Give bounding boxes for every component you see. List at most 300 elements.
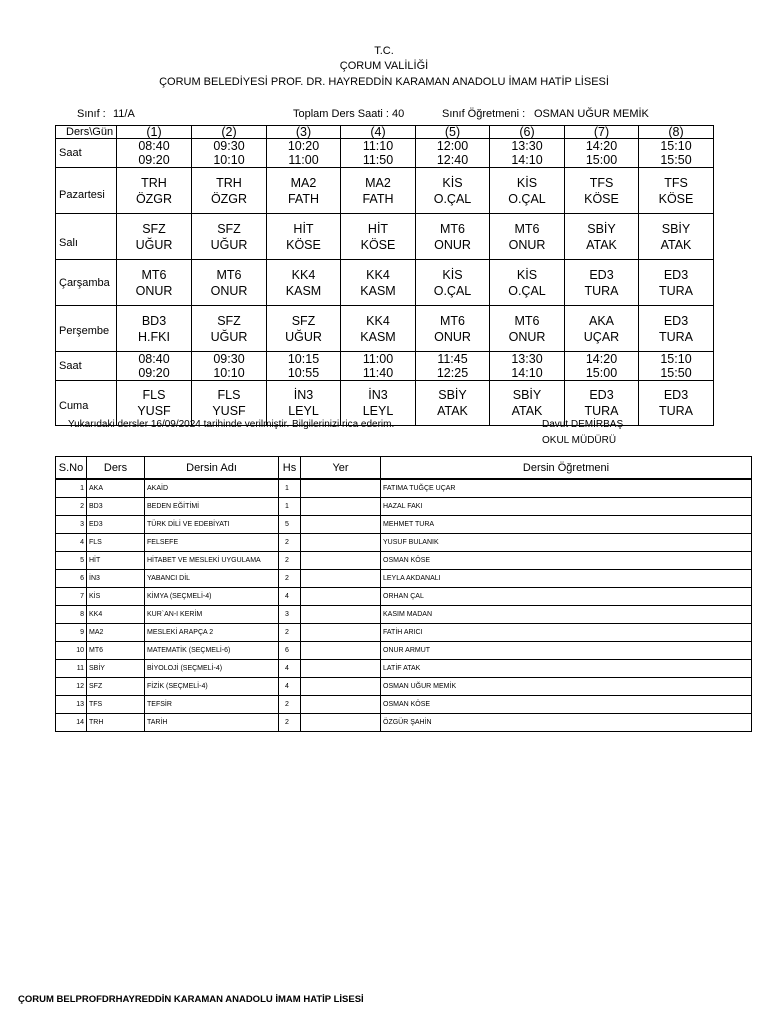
lesson-code: FLS (217, 388, 241, 402)
row-sno: 14 (56, 714, 87, 732)
lesson-code: MT6 (514, 221, 540, 236)
row-yer (301, 570, 381, 588)
row-yer (301, 678, 381, 696)
lesson-cell (490, 306, 565, 352)
time-end: 10:10 (213, 366, 245, 380)
row-dersin-adi: FİZİK (SEÇMELİ-4) (145, 678, 279, 696)
lesson-cell (490, 260, 565, 306)
row-hs: 4 (279, 588, 301, 606)
lesson-cell (267, 260, 341, 306)
lesson-teacher: ONUR (434, 237, 471, 252)
lesson-teacher: ONUR (508, 329, 546, 344)
row-sno: 2 (56, 498, 87, 516)
row-dersin-adi: AKAİD (145, 479, 279, 498)
lesson-code: KK4 (366, 313, 390, 328)
lesson-code: İN3 (293, 388, 314, 402)
row-yer (301, 534, 381, 552)
time-cell (192, 139, 267, 168)
lesson-code: SFZ (291, 313, 316, 328)
row-hs: 2 (279, 570, 301, 588)
lesson-code: ED3 (589, 388, 614, 402)
row-ogretmen: MEHMET TURA (381, 516, 752, 534)
row-dersin-adi: TÜRK DİLİ VE EDEBİYATI (145, 516, 279, 534)
lesson-cell (639, 214, 714, 260)
row-ders-code: İN3 (87, 570, 145, 588)
row-dersin-adi: MESLEKİ ARAPÇA 2 (145, 624, 279, 642)
row-yer (301, 606, 381, 624)
period-3: (3) (267, 126, 341, 139)
lesson-cell (341, 306, 416, 352)
time-cell (192, 352, 267, 381)
row-hs: 5 (279, 516, 301, 534)
row-ogretmen: OSMAN UĞUR MEMİK (381, 678, 752, 696)
row-hs: 3 (279, 606, 301, 624)
row-sno: 7 (56, 588, 87, 606)
table-row (56, 588, 752, 606)
row-dersin-adi: HİTABET VE MESLEKİ UYGULAMA (145, 552, 279, 570)
row-ogretmen: OSMAN KÖSE (381, 552, 752, 570)
header-valilik: ÇORUM VALİLİĞİ (339, 60, 429, 72)
lesson-teacher: O.ÇAL (433, 191, 472, 206)
lesson-code: HİT (367, 221, 389, 236)
lesson-cell (416, 306, 490, 352)
row-ders-code: KK4 (87, 606, 145, 624)
row-dersin-adi: BİYOLOJİ (SEÇMELİ-4) (145, 660, 279, 678)
lesson-code: MT6 (440, 221, 465, 236)
corner-ders-gun: Ders\Gün (56, 126, 117, 139)
lesson-teacher: TURA (658, 283, 694, 298)
row-ders-code: TRH (87, 714, 145, 732)
row-ogretmen: OSMAN KÖSE (381, 696, 752, 714)
lesson-teacher: TURA (658, 404, 694, 418)
lesson-code: SBİY (661, 221, 691, 236)
lesson-cell (565, 214, 639, 260)
time-end: 09:20 (138, 153, 170, 167)
lesson-cell (416, 381, 490, 426)
time-start: 08:40 (138, 352, 170, 366)
signer-title: OKUL MÜDÜRÜ (542, 435, 617, 446)
lesson-teacher: ATAK (660, 237, 692, 252)
time-cell (267, 352, 341, 381)
row-yer (301, 660, 381, 678)
lesson-teacher: LEYL (288, 404, 319, 418)
lesson-teacher: O.ÇAL (508, 283, 546, 298)
time-start: 14:20 (585, 352, 618, 366)
time-cell (490, 139, 565, 168)
period-2: (2) (192, 126, 267, 139)
row-ogretmen: FATIMA TUĞÇE UÇAR (381, 479, 752, 498)
lesson-teacher: KÖSE (658, 191, 694, 206)
lesson-cell (267, 168, 341, 214)
table-row (56, 479, 752, 498)
lesson-cell (341, 168, 416, 214)
time-start: 14:20 (585, 139, 618, 153)
row-yer (301, 552, 381, 570)
lesson-code: AKA (588, 313, 614, 328)
lesson-teacher: FATH (287, 191, 320, 206)
lesson-teacher: KASM (285, 283, 322, 298)
row-sno: 11 (56, 660, 87, 678)
time-start: 13:30 (511, 139, 543, 153)
col-header-dersin-adi: Dersin Adı (145, 457, 279, 480)
lesson-teacher: FATH (362, 191, 394, 206)
lesson-teacher: ÖZGR (210, 191, 248, 206)
time-end: 12:25 (436, 366, 469, 380)
col-header-ogretmen: Dersin Öğretmeni (381, 457, 752, 480)
lesson-teacher: UĞUR (285, 329, 322, 344)
time-start: 09:30 (213, 139, 245, 153)
row-dersin-adi: KİMYA (SEÇMELİ-4) (145, 588, 279, 606)
col-header-ders: Ders (87, 457, 145, 480)
period-5: (5) (416, 126, 490, 139)
lesson-code: MT6 (514, 313, 540, 328)
lesson-teacher: ONUR (434, 329, 471, 344)
row-sno: 1 (56, 479, 87, 498)
time-start: 11:00 (362, 352, 394, 366)
time-start: 10:15 (287, 352, 320, 366)
table-row (56, 714, 752, 732)
row-ders-code: MT6 (87, 642, 145, 660)
day-name: Cuma (56, 381, 117, 426)
row-sno: 5 (56, 552, 87, 570)
row-ogretmen: ÖZGÜR ŞAHİN (381, 714, 752, 732)
time-end: 11:40 (362, 366, 394, 380)
lesson-teacher: ATAK (586, 237, 617, 252)
lesson-code: İN3 (368, 388, 388, 402)
time-cell (416, 139, 490, 168)
lesson-cell (490, 214, 565, 260)
lesson-teacher: H.FKI (138, 329, 170, 344)
row-sno: 8 (56, 606, 87, 624)
time-cell (117, 352, 192, 381)
lesson-cell (416, 214, 490, 260)
notice-text: Yukarıdaki dersler 16/09/2024 tarihinde verilmiştir. Bilgilerinizi rica ederim. (68, 419, 395, 430)
row-hs: 4 (279, 660, 301, 678)
lesson-code: TRH (141, 175, 167, 190)
time-cell (490, 352, 565, 381)
table-row (56, 678, 752, 696)
saat-label: Saat (56, 139, 117, 168)
time-end: 09:20 (138, 366, 170, 380)
row-dersin-adi: FELSEFE (145, 534, 279, 552)
period-1: (1) (117, 126, 192, 139)
times-row-mon-thu (56, 139, 714, 168)
lesson-teacher: ONUR (135, 283, 173, 298)
time-start: 12:00 (436, 139, 469, 153)
lesson-teacher: LEYL (362, 404, 394, 418)
lesson-teacher: UÇAR (583, 329, 620, 344)
time-end: 10:55 (287, 366, 320, 380)
row-hs: 1 (279, 498, 301, 516)
lesson-teacher: KÖSE (360, 237, 396, 252)
lesson-teacher: KÖSE (584, 191, 619, 206)
col-header-sno: S.No (56, 457, 87, 480)
lesson-teacher: TURA (658, 329, 694, 344)
lesson-teacher: KASM (360, 283, 396, 298)
time-cell (341, 139, 416, 168)
row-ders-code: FLS (87, 534, 145, 552)
row-ogretmen: KASIM MADAN (381, 606, 752, 624)
time-end: 12:40 (436, 153, 469, 167)
lesson-cell (416, 168, 490, 214)
row-hs: 4 (279, 678, 301, 696)
day-row-wednesday (56, 260, 714, 306)
row-ogretmen: ORHAN ÇAL (381, 588, 752, 606)
lesson-teacher: KASM (360, 329, 396, 344)
lesson-teacher: ONUR (210, 283, 248, 298)
table-row (56, 606, 752, 624)
total-hours-value: 40 (392, 108, 405, 120)
time-cell (639, 352, 714, 381)
lesson-code: SFZ (142, 221, 166, 236)
time-cell (565, 352, 639, 381)
lesson-code: MT6 (440, 313, 465, 328)
time-end: 10:10 (213, 153, 245, 167)
lesson-teacher: O.ÇAL (433, 283, 472, 298)
time-start: 11:10 (362, 139, 394, 153)
row-ders-code: BD3 (87, 498, 145, 516)
time-start: 15:10 (660, 352, 692, 366)
row-yer (301, 714, 381, 732)
row-ders-code: KİS (87, 588, 145, 606)
lesson-cell (117, 260, 192, 306)
row-ders-code: HİT (87, 552, 145, 570)
lesson-code: BD3 (141, 313, 167, 328)
lesson-cell (117, 214, 192, 260)
row-dersin-adi: TARİH (145, 714, 279, 732)
table-row (56, 552, 752, 570)
col-header-yer: Yer (301, 457, 381, 480)
row-yer (301, 516, 381, 534)
table-row (56, 516, 752, 534)
times-row-friday (56, 352, 714, 381)
table-row (56, 534, 752, 552)
row-yer (301, 498, 381, 516)
row-hs: 2 (279, 534, 301, 552)
row-ogretmen: HAZAL FAKI (381, 498, 752, 516)
header-school-name: ÇORUM BELEDİYESİ PROF. DR. HAYREDDİN KARAMAN ANADOLU İMAM HATİP LİSESİ (159, 76, 609, 88)
row-sno: 4 (56, 534, 87, 552)
lesson-cell (639, 306, 714, 352)
row-sno: 3 (56, 516, 87, 534)
table-row (56, 498, 752, 516)
time-start: 15:10 (660, 139, 692, 153)
lesson-code: HİT (293, 221, 314, 236)
lesson-code: TRH (216, 175, 242, 190)
lesson-cell (192, 306, 267, 352)
lesson-code: SBİY (512, 388, 542, 402)
lesson-cell (639, 260, 714, 306)
lesson-code: MT6 (216, 267, 242, 282)
lesson-cell (341, 260, 416, 306)
lesson-cell (267, 214, 341, 260)
lesson-code: KK4 (366, 267, 390, 282)
day-name: Salı (56, 214, 117, 260)
lesson-teacher: TURA (584, 283, 619, 298)
row-ogretmen: ONUR ARMUT (381, 642, 752, 660)
lesson-cell (117, 168, 192, 214)
lesson-code: ED3 (589, 267, 614, 282)
lesson-teacher: YUSF (137, 404, 171, 418)
row-sno: 6 (56, 570, 87, 588)
class-teacher-value: OSMAN UĞUR MEMİK (534, 108, 649, 120)
time-end: 15:50 (660, 366, 692, 380)
row-ders-code: AKA (87, 479, 145, 498)
lesson-cell (565, 306, 639, 352)
lesson-code: KİS (442, 175, 463, 190)
row-dersin-adi: BEDEN EĞİTİMİ (145, 498, 279, 516)
row-ogretmen: LATİF ATAK (381, 660, 752, 678)
time-start: 13:30 (511, 352, 543, 366)
row-sno: 10 (56, 642, 87, 660)
lesson-cell (416, 260, 490, 306)
class-label: Sınıf : (77, 108, 106, 120)
lesson-cell (341, 214, 416, 260)
table-row (56, 624, 752, 642)
period-header-row (56, 126, 714, 139)
time-end: 15:00 (585, 366, 618, 380)
time-cell (639, 139, 714, 168)
row-ders-code: SFZ (87, 678, 145, 696)
row-sno: 13 (56, 696, 87, 714)
course-list-header (56, 457, 752, 480)
lesson-cell (192, 168, 267, 214)
lesson-teacher: UĞUR (135, 237, 173, 252)
class-value: 11/A (113, 108, 135, 120)
period-7: (7) (565, 126, 639, 139)
lesson-cell (117, 306, 192, 352)
lesson-teacher: ATAK (511, 404, 543, 418)
time-end: 14:10 (511, 366, 543, 380)
row-ders-code: ED3 (87, 516, 145, 534)
time-end: 11:50 (362, 153, 394, 167)
row-ogretmen: YUSUF BULANIK (381, 534, 752, 552)
time-end: 15:00 (585, 153, 618, 167)
table-row (56, 696, 752, 714)
time-start: 09:30 (213, 352, 245, 366)
saat-label: Saat (56, 352, 117, 381)
row-yer (301, 642, 381, 660)
lesson-code: MA2 (365, 175, 391, 190)
lesson-teacher: KÖSE (286, 237, 321, 252)
day-row-monday (56, 168, 714, 214)
time-cell (117, 139, 192, 168)
footer-school-name: ÇORUM BELPROFDRHAYREDDİN KARAMAN ANADOLU İMAM HATİP LİSESİ (18, 994, 364, 1005)
class-teacher-label: Sınıf Öğretmeni : (442, 108, 526, 120)
lesson-teacher: TURA (584, 404, 619, 418)
time-start: 08:40 (138, 139, 170, 153)
lesson-cell (565, 168, 639, 214)
row-hs: 2 (279, 624, 301, 642)
row-ogretmen: LEYLA AKDANALI (381, 570, 752, 588)
row-hs: 6 (279, 642, 301, 660)
col-header-hs: Hs (279, 457, 301, 480)
time-cell (565, 139, 639, 168)
weekly-schedule-table (55, 125, 714, 426)
row-dersin-adi: MATEMATİK (SEÇMELİ-6) (145, 642, 279, 660)
lesson-code: ED3 (663, 267, 689, 282)
total-hours-label: Toplam Ders Saati : (293, 108, 389, 120)
time-cell (341, 352, 416, 381)
time-cell (416, 352, 490, 381)
row-yer (301, 588, 381, 606)
day-row-thursday (56, 306, 714, 352)
time-end: 14:10 (511, 153, 543, 167)
lesson-code: ED3 (663, 388, 689, 402)
lesson-code: TFS (589, 175, 614, 190)
lesson-teacher: UĞUR (210, 237, 248, 252)
table-row (56, 642, 752, 660)
row-ders-code: TFS (87, 696, 145, 714)
row-ders-code: MA2 (87, 624, 145, 642)
time-end: 11:00 (288, 153, 319, 167)
day-name: Çarşamba (56, 260, 117, 306)
lesson-code: MT6 (141, 267, 167, 282)
lesson-teacher: YUSF (212, 404, 246, 418)
lesson-code: KK4 (291, 267, 316, 282)
time-cell (267, 139, 341, 168)
lesson-teacher: ATAK (437, 404, 468, 418)
lesson-code: MA2 (290, 175, 317, 190)
row-sno: 12 (56, 678, 87, 696)
row-dersin-adi: YABANCI DİL (145, 570, 279, 588)
lesson-code: KİS (516, 175, 538, 190)
lesson-code: TFS (664, 175, 688, 190)
row-dersin-adi: KUR`AN-I KERİM (145, 606, 279, 624)
row-dersin-adi: TEFSİR (145, 696, 279, 714)
lesson-code: SBİY (587, 221, 616, 236)
row-sno: 9 (56, 624, 87, 642)
row-yer (301, 624, 381, 642)
lesson-cell (192, 260, 267, 306)
lesson-code: FLS (142, 388, 166, 402)
lesson-cell (192, 214, 267, 260)
day-row-tuesday (56, 214, 714, 260)
lesson-code: KİS (516, 267, 538, 282)
time-end: 15:50 (660, 153, 692, 167)
period-8: (8) (639, 126, 714, 139)
lesson-cell (490, 168, 565, 214)
period-6: (6) (490, 126, 565, 139)
signer-name: Davut DEMİRBAŞ (542, 419, 624, 430)
lesson-teacher: ÖZGR (135, 191, 173, 206)
row-hs: 1 (279, 479, 301, 498)
course-list-table (55, 456, 752, 732)
header-tc: T.C. (374, 45, 394, 57)
lesson-code: SFZ (217, 313, 241, 328)
row-hs: 2 (279, 552, 301, 570)
lesson-code: ED3 (663, 313, 689, 328)
lesson-code: KİS (442, 267, 463, 282)
lesson-cell (565, 260, 639, 306)
lesson-teacher: UĞUR (210, 329, 248, 344)
lesson-cell (639, 168, 714, 214)
row-ogretmen: FATİH ARICI (381, 624, 752, 642)
row-yer (301, 479, 381, 498)
time-start: 10:20 (287, 139, 320, 153)
row-hs: 2 (279, 714, 301, 732)
lesson-code: SBİY (438, 388, 467, 402)
row-ders-code: SBİY (87, 660, 145, 678)
lesson-code: SFZ (217, 221, 241, 236)
period-4: (4) (341, 126, 416, 139)
row-yer (301, 696, 381, 714)
day-name: Pazartesi (56, 168, 117, 214)
lesson-teacher: ONUR (508, 237, 546, 252)
table-row (56, 570, 752, 588)
table-row (56, 660, 752, 678)
time-start: 11:45 (437, 352, 468, 366)
